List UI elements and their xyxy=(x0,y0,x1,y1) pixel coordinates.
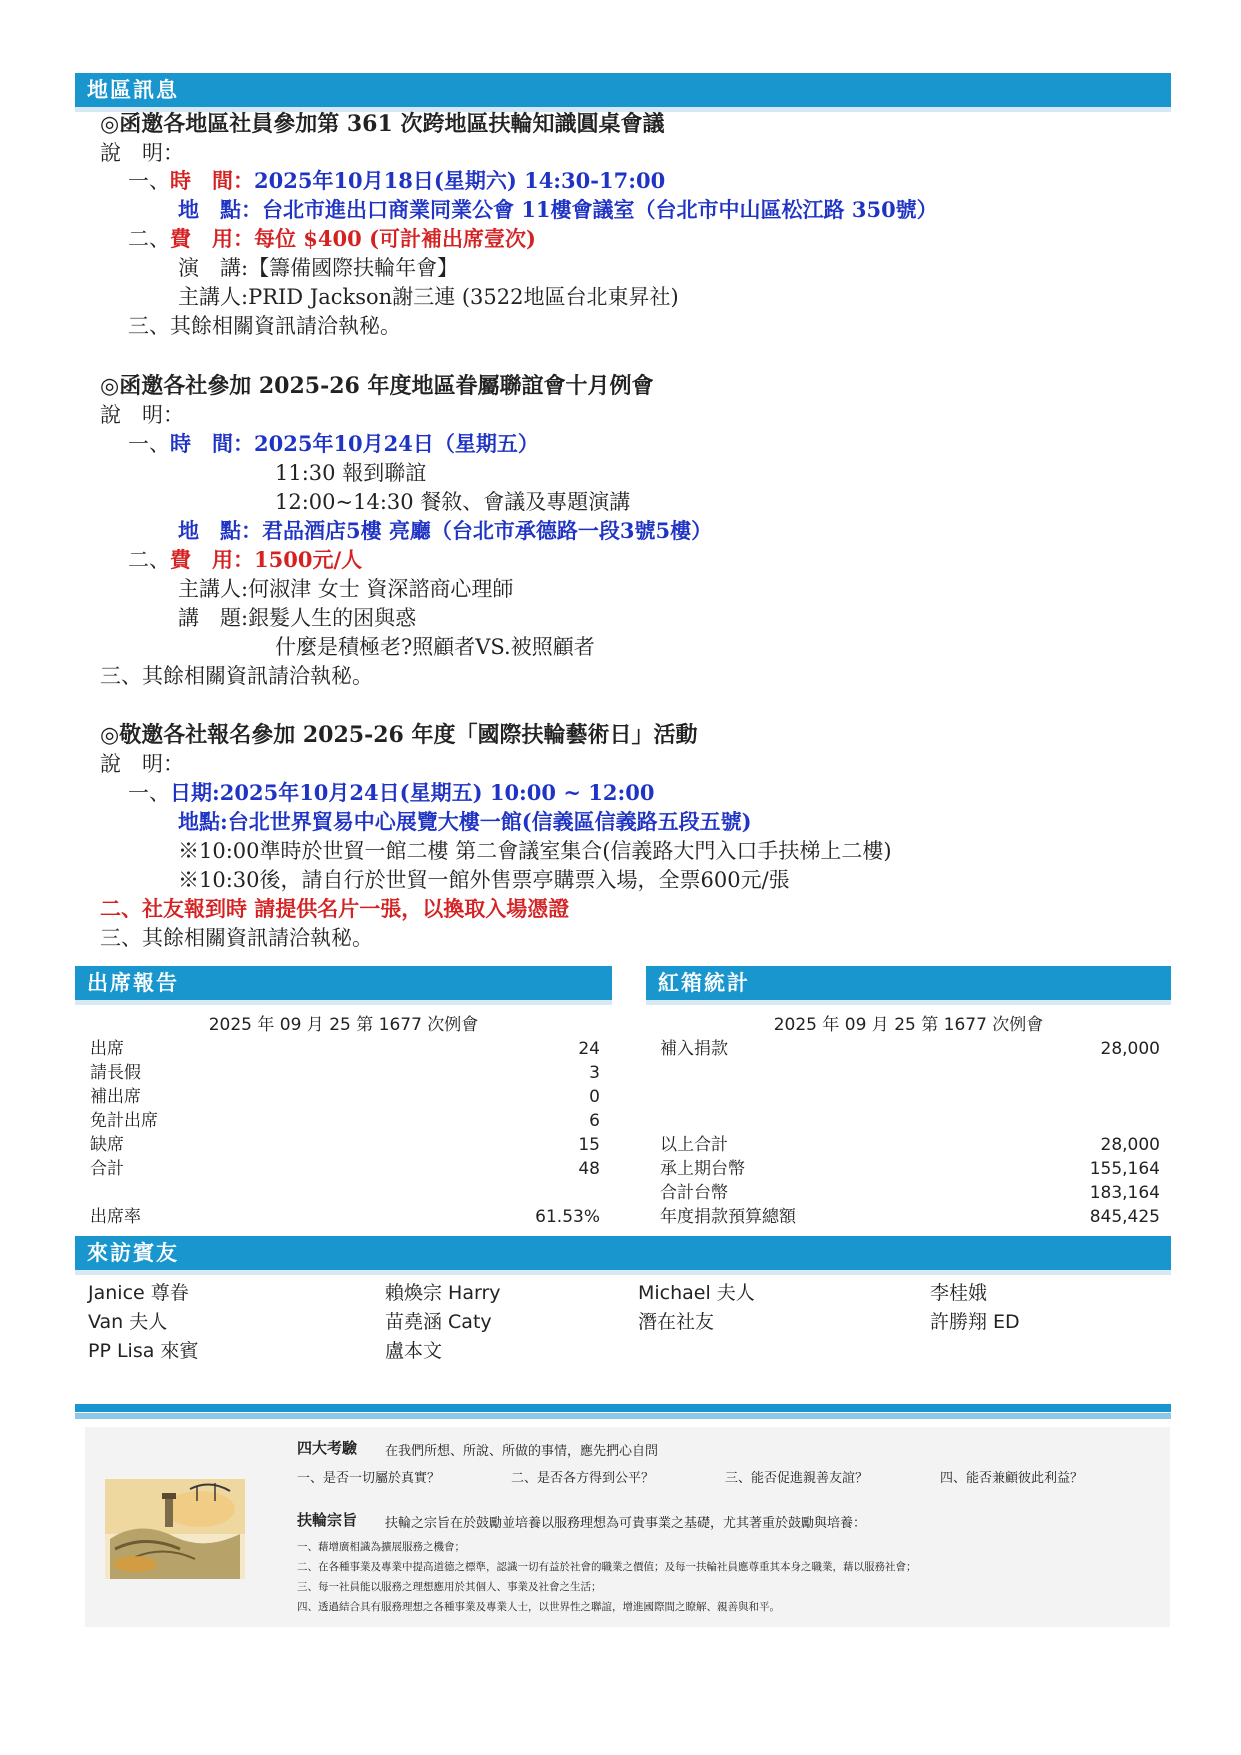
event2-place-row xyxy=(178,517,712,545)
event1-talk: 演 講:【籌備國際扶輪年會】 xyxy=(178,256,459,280)
event3-note1: ※10:00準時於世貿一館二樓 第二會議室集合(信義路大門入口手扶梯上二樓) xyxy=(178,839,892,863)
event1-time-row xyxy=(128,167,665,195)
event1-time-prefix: 一、 xyxy=(128,169,170,193)
purpose-item-1: 一、藉增廣相識為擴展服務之機會； xyxy=(297,1541,465,1553)
event1-other: 三、其餘相關資訊請洽執秘。 xyxy=(128,314,401,338)
event2-sched2: 12:00~14:30 餐敘、會議及專題演講 xyxy=(275,490,631,514)
attendance-rate: 61.53% xyxy=(535,1207,600,1227)
test-item-4: 四、能否兼顧彼此利益？ xyxy=(940,1471,1084,1486)
event3-date-prefix: 一、 xyxy=(128,781,170,805)
event2-topic2: 什麼是積極老?照顧者VS.被照顧者 xyxy=(275,635,595,659)
guest-6: 潛在社友 xyxy=(638,1311,715,1333)
lighthouse-painting-icon xyxy=(105,1479,245,1579)
attendance-rate-label: 出席率 xyxy=(90,1207,141,1227)
guest-0: Janice 尊眷 xyxy=(88,1282,189,1304)
event3-heading: ◎敬邀各社報名參加 2025-26 年度「國際扶輪藝術日」活動 xyxy=(100,722,698,748)
event2-desc: 說 明： xyxy=(100,403,184,427)
section-bar-attendance: 出席報告 xyxy=(75,966,612,1000)
guest-4: Van 夫人 xyxy=(88,1311,168,1333)
attendance-label-2: 補出席 xyxy=(90,1087,141,1107)
guest-9: 盧本文 xyxy=(385,1340,443,1362)
event1-place-row xyxy=(178,196,938,224)
event1-place: 台北市進出口商業同業公會 11樓會議室（台北市中山區松江路 350號） xyxy=(262,197,938,222)
guest-1: 賴煥宗 Harry xyxy=(385,1282,501,1304)
object-of-rotary-intro: 扶輪之宗旨在於鼓勵並培養以服務理想為可貴事業之基礎，尤其著重於鼓勵與培養： xyxy=(385,1516,867,1531)
redbox-value-2: 183,164 xyxy=(1089,1183,1160,1203)
event3-date: 日期:2025年10月24日(星期五) 10:00 ~ 12:00 xyxy=(170,780,655,805)
redbox-label-0: 以上合計 xyxy=(660,1135,728,1155)
section-bar-guests: 來訪賓友 xyxy=(75,1236,1171,1270)
test-item-1: 一、是否一切屬於真實？ xyxy=(297,1471,441,1486)
event1-fee-prefix: 二、 xyxy=(128,227,170,251)
redbox-value-3: 845,425 xyxy=(1089,1207,1160,1227)
event2-fee-row xyxy=(128,546,362,574)
event3-note2: ※10:30後，請自行於世貿一館外售票亭購票入場，全票600元/張 xyxy=(178,868,790,892)
event1-time-label: 時 間： xyxy=(170,168,254,193)
redbox-subtitle: 2025 年 09 月 25 第 1677 次例會 xyxy=(773,1015,1044,1035)
event1-desc: 說 明： xyxy=(100,141,184,165)
event3-item2: 社友報到時 請提供名片一張，以換取入場憑證 xyxy=(142,896,570,921)
footer-divider xyxy=(75,1404,1171,1412)
redbox-value-1: 155,164 xyxy=(1089,1159,1160,1179)
event3-item2-row xyxy=(100,895,569,923)
four-way-test-panel xyxy=(85,1427,1170,1627)
guest-5: 苗堯涵 Caty xyxy=(385,1311,492,1333)
event2-time-label: 時 間： xyxy=(170,431,254,456)
attendance-value-4: 15 xyxy=(578,1135,600,1155)
event3-other: 三、其餘相關資訊請洽執秘。 xyxy=(100,926,373,950)
event3-item2-prefix: 二、 xyxy=(100,896,142,921)
four-way-test-title: 四大考驗 xyxy=(297,1439,358,1457)
purpose-item-2: 二、在各種事業及專業中提高道德之標準，認識一切有益於社會的職業之價值；及每一扶輪社員應尊重其本身之職業，藉以服務社會； xyxy=(297,1561,917,1573)
event2-place: 君品酒店5樓 亮廳（台北市承德路一段3號5樓） xyxy=(262,518,713,543)
redbox-value-0: 28,000 xyxy=(1100,1135,1160,1155)
guest-3: 李桂娥 xyxy=(930,1282,988,1304)
test-item-3: 三、能否促進親善友誼？ xyxy=(725,1471,869,1486)
attendance-label-1: 請長假 xyxy=(90,1063,141,1083)
attendance-label-5: 合計 xyxy=(90,1159,124,1179)
event2-fee-label: 費 用： xyxy=(170,547,254,572)
redbox-label-1: 承上期台幣 xyxy=(660,1159,745,1179)
event1-fee-row xyxy=(128,225,536,253)
event1-speaker: 主講人:PRID Jackson謝三連 (3522地區台北東昇社) xyxy=(178,285,679,309)
guest-7: 許勝翔 ED xyxy=(930,1311,1020,1333)
redbox-label-2: 合計台幣 xyxy=(660,1183,728,1203)
event1-time: 2025年10月18日(星期六) 14:30-17:00 xyxy=(254,168,666,193)
section-bar-district: 地區訊息 xyxy=(75,73,1171,107)
event2-sched1: 11:30 報到聯誼 xyxy=(275,461,427,485)
attendance-value-3: 6 xyxy=(589,1111,600,1131)
event2-other: 三、其餘相關資訊請洽執秘。 xyxy=(100,664,373,688)
event3-place: 地點:台北世界貿易中心展覽大樓一館(信義區信義路五段五號) xyxy=(178,809,752,834)
event2-time-row xyxy=(128,430,539,458)
event1-heading: ◎函邀各地區社員參加第 361 次跨地區扶輪知識圓桌會議 xyxy=(100,111,665,137)
attendance-value-5: 48 xyxy=(578,1159,600,1179)
event2-place-label: 地 點： xyxy=(178,518,262,543)
event3-desc: 說 明： xyxy=(100,752,184,776)
event2-heading: ◎函邀各社參加 2025-26 年度地區眷屬聯誼會十月例會 xyxy=(100,373,654,399)
redbox-donation-label: 補入捐款 xyxy=(660,1039,728,1059)
object-of-rotary-title: 扶輪宗旨 xyxy=(297,1511,358,1529)
section-bar-redbox: 紅箱統計 xyxy=(646,966,1171,1000)
purpose-item-3: 三、每一社員能以服務之理想應用於其個人、事業及社會之生活； xyxy=(297,1581,602,1593)
attendance-subtitle: 2025 年 09 月 25 第 1677 次例會 xyxy=(208,1015,479,1035)
event2-time: 2025年10月24日（星期五） xyxy=(254,431,539,456)
event1-fee-label: 費 用： xyxy=(170,226,254,251)
attendance-value-2: 0 xyxy=(589,1087,600,1107)
event1-fee: 每位 $400 (可計補出席壹次) xyxy=(254,226,536,251)
purpose-item-4: 四、透過結合具有服務理想之各種事業及專業人士，以世界性之聯誼，增進國際間之瞭解、親善與和平。 xyxy=(297,1601,780,1613)
event2-fee-prefix: 二、 xyxy=(128,548,170,572)
redbox-label-3: 年度捐款預算總額 xyxy=(660,1207,796,1227)
event2-time-prefix: 一、 xyxy=(128,432,170,456)
event2-speaker: 主講人:何淑津 女士 資深諮商心理師 xyxy=(178,577,514,601)
attendance-label-4: 缺席 xyxy=(90,1135,124,1155)
guest-8: PP Lisa 來賓 xyxy=(88,1340,199,1362)
redbox-donation: 28,000 xyxy=(1100,1039,1160,1059)
event3-date-row xyxy=(128,779,654,807)
four-way-test-intro: 在我們所想、所說、所做的事情，應先捫心自問 xyxy=(385,1444,659,1459)
attendance-label-0: 出席 xyxy=(90,1039,124,1059)
test-item-2: 二、是否各方得到公平？ xyxy=(511,1471,655,1486)
event1-place-label: 地 點： xyxy=(178,197,262,222)
event2-fee: 1500元/人 xyxy=(254,547,363,572)
attendance-value-1: 3 xyxy=(589,1063,600,1083)
event2-topic: 講 題:銀髮人生的困與惑 xyxy=(178,606,417,630)
attendance-value-0: 24 xyxy=(578,1039,600,1059)
footer-divider-light xyxy=(75,1413,1171,1419)
guest-2: Michael 夫人 xyxy=(638,1282,755,1304)
attendance-label-3: 免計出席 xyxy=(90,1111,158,1131)
